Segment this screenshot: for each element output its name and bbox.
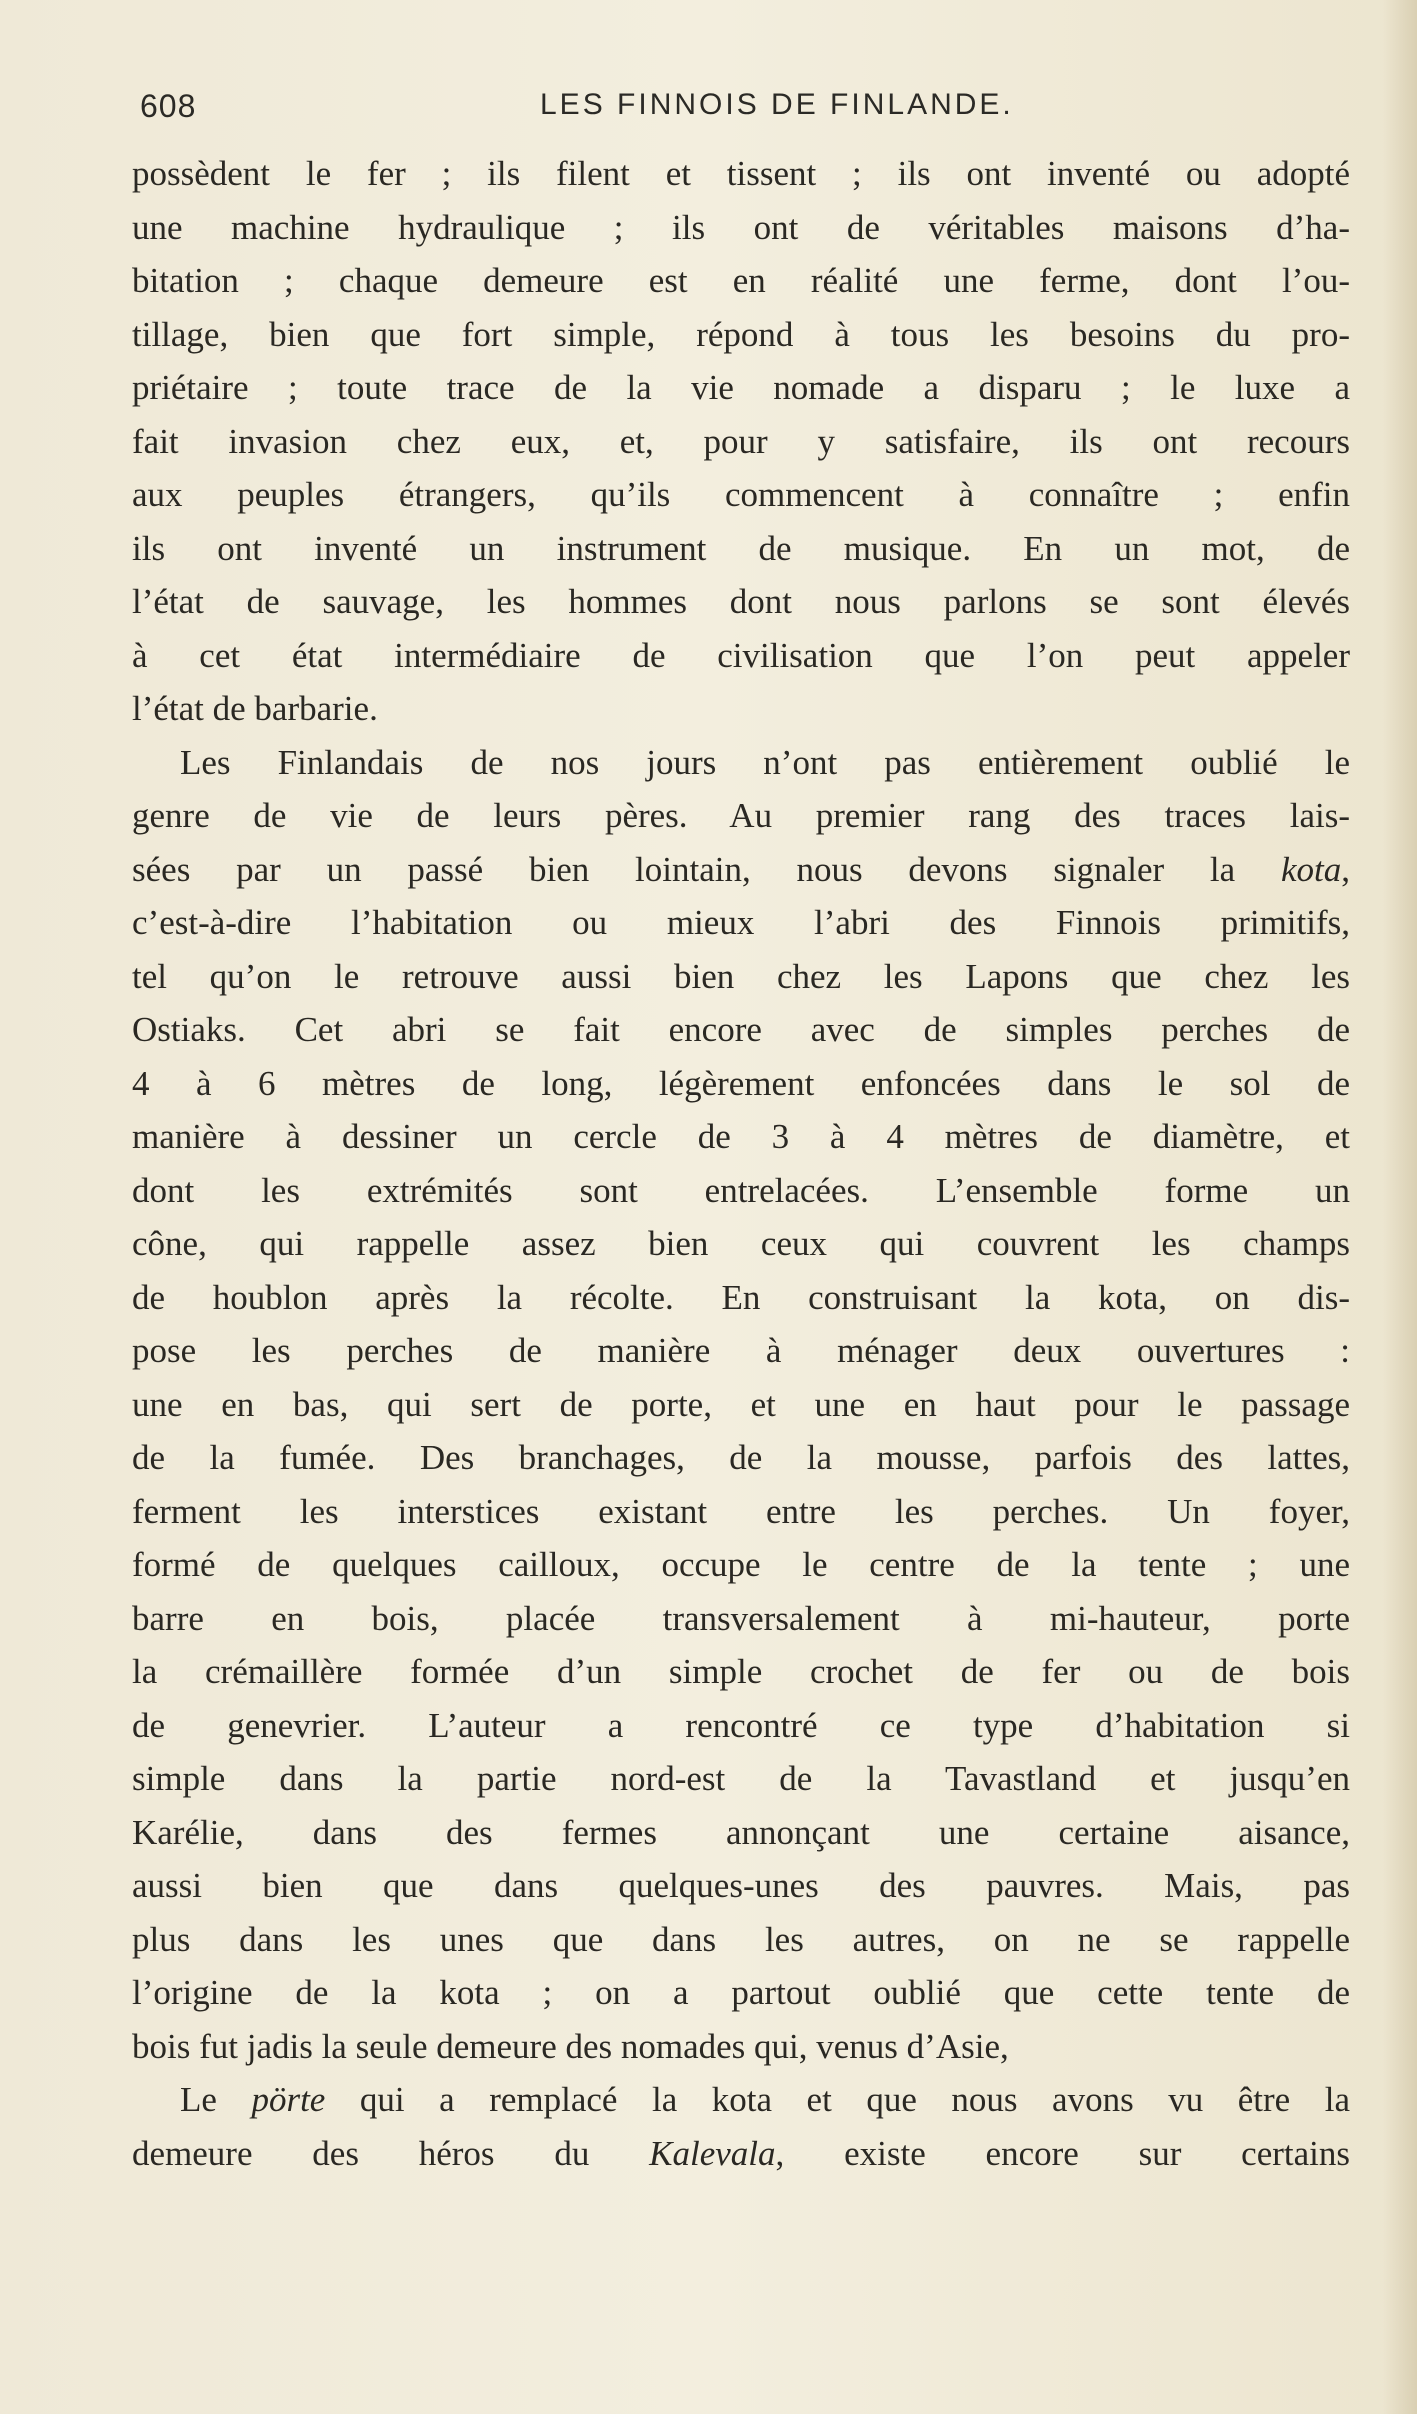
text-line: l’état de sauvage, les hommes dont nous parlons se sont élevés <box>132 582 1350 621</box>
text-line: une machine hydraulique ; ils ont de véritables maisons d’ha- <box>132 207 1350 247</box>
text-line: l’origine de la kota ; on a partout oublié que cette tente de <box>132 1973 1350 2012</box>
text-segment: sées par un passé bien lointain, nous devons signaler la <box>132 849 1236 889</box>
text-line: priétaire ; toute trace de la vie nomade a disparu ; le luxe a <box>132 368 1350 407</box>
text-line: formé de quelques cailloux, occupe le centre de la tente ; une <box>132 1545 1350 1584</box>
text-line: à cet état intermédiaire de civilisation que l’on peut appeler <box>132 635 1350 675</box>
text-line: 4 à 6 mètres de long, légèrement enfoncées dans le sol de <box>132 1063 1350 1103</box>
text-line: ils ont inventé un instrument de musique. En un mot, de <box>132 528 1350 568</box>
text-line: Karélie, dans des fermes annonçant une certaine aisance, <box>132 1812 1350 1852</box>
text-line: tel qu’on le retrouve aussi bien chez les Lapons que chez les <box>132 956 1350 996</box>
text-segment: Le <box>180 2080 217 2119</box>
paragraph-3 <box>132 2073 1350 2180</box>
text-line: bois fut jadis la seule demeure des nomades qui, venus d’Asie, <box>132 2026 1009 2066</box>
text-line: aux peuples étrangers, qu’ils commencent à connaître ; enfin <box>132 475 1350 514</box>
italic-term: kota <box>1280 849 1342 889</box>
page-number: 608 <box>140 88 197 124</box>
text-line: ferment les interstices existant entre les perches. Un foyer, <box>132 1491 1350 1531</box>
paragraph-1 <box>132 147 1350 736</box>
text-line: la crémaillère formée d’un simple crochet de fer ou de bois <box>132 1652 1350 1691</box>
text-line: pose les perches de manière à ménager deux ouvertures : <box>132 1331 1350 1370</box>
text-line: Ostiaks. Cet abri se fait encore avec de simples perches de <box>132 1010 1350 1049</box>
text-line: une en bas, qui sert de porte, et une en haut pour le passage <box>132 1384 1350 1424</box>
text-line: possèdent le fer ; ils filent et tissent ; ils ont inventé ou adopté <box>132 154 1350 193</box>
text-line: tillage, bien que fort simple, répond à tous les besoins du pro- <box>132 314 1350 354</box>
body-text <box>132 147 1350 2180</box>
text-line: dont les extrémités sont entrelacées. L’ensemble forme un <box>132 1170 1350 1210</box>
text-line: aussi bien que dans quelques-unes des pauvres. Mais, pas <box>132 1866 1350 1905</box>
italic-term: Kalevala <box>649 2133 776 2173</box>
text-line-with-italic <box>132 2073 1350 2127</box>
text-line: cône, qui rappelle assez bien ceux qui couvrent les champs <box>132 1224 1350 1263</box>
text-line: bitation ; chaque demeure est en réalité une ferme, dont l’ou- <box>132 261 1350 300</box>
page-edge-shadow <box>1383 0 1417 2414</box>
text-line: Les Finlandais de nos jours n’ont pas entièrement oublié le <box>180 742 1350 782</box>
text-line-with-italic <box>132 2127 1350 2181</box>
text-segment: , <box>1341 849 1350 889</box>
text-line: manière à dessiner un cercle de 3 à 4 mètres de diamètre, et <box>132 1117 1350 1156</box>
text-line: de houblon après la récolte. En construisant la kota, on dis- <box>132 1277 1350 1317</box>
text-line: plus dans les unes que dans les autres, on ne se rappelle <box>132 1919 1350 1959</box>
text-line: genre de vie de leurs pères. Au premier rang des traces lais- <box>132 796 1350 835</box>
running-title: LES FINNOIS DE FINLANDE. <box>540 88 1014 121</box>
text-line-with-italic <box>132 843 1350 897</box>
text-line: barre en bois, placée transversalement à mi-hauteur, porte <box>132 1598 1350 1638</box>
text-line: fait invasion chez eux, et, pour y satisfaire, ils ont recours <box>132 421 1350 461</box>
text-line: l’état de barbarie. <box>132 689 378 728</box>
page-header <box>140 88 1350 128</box>
text-line: c’est-à-dire l’habitation ou mieux l’abri des Finnois primitifs, <box>132 903 1350 942</box>
text-line: de la fumée. Des branchages, de la mousse, parfois des lattes, <box>132 1438 1350 1477</box>
italic-term: pörte <box>251 2080 326 2119</box>
text-segment: demeure des héros du <box>132 2133 590 2173</box>
text-segment: qui a remplacé la kota et que nous avons vu être la <box>359 2080 1350 2119</box>
text-segment: , existe encore sur certains <box>775 2133 1350 2173</box>
text-line: de genevrier. L’auteur a rencontré ce type d’habitation si <box>132 1705 1350 1745</box>
paragraph-2 <box>132 736 1350 2074</box>
text-line: simple dans la partie nord-est de la Tavastland et jusqu’en <box>132 1759 1350 1798</box>
